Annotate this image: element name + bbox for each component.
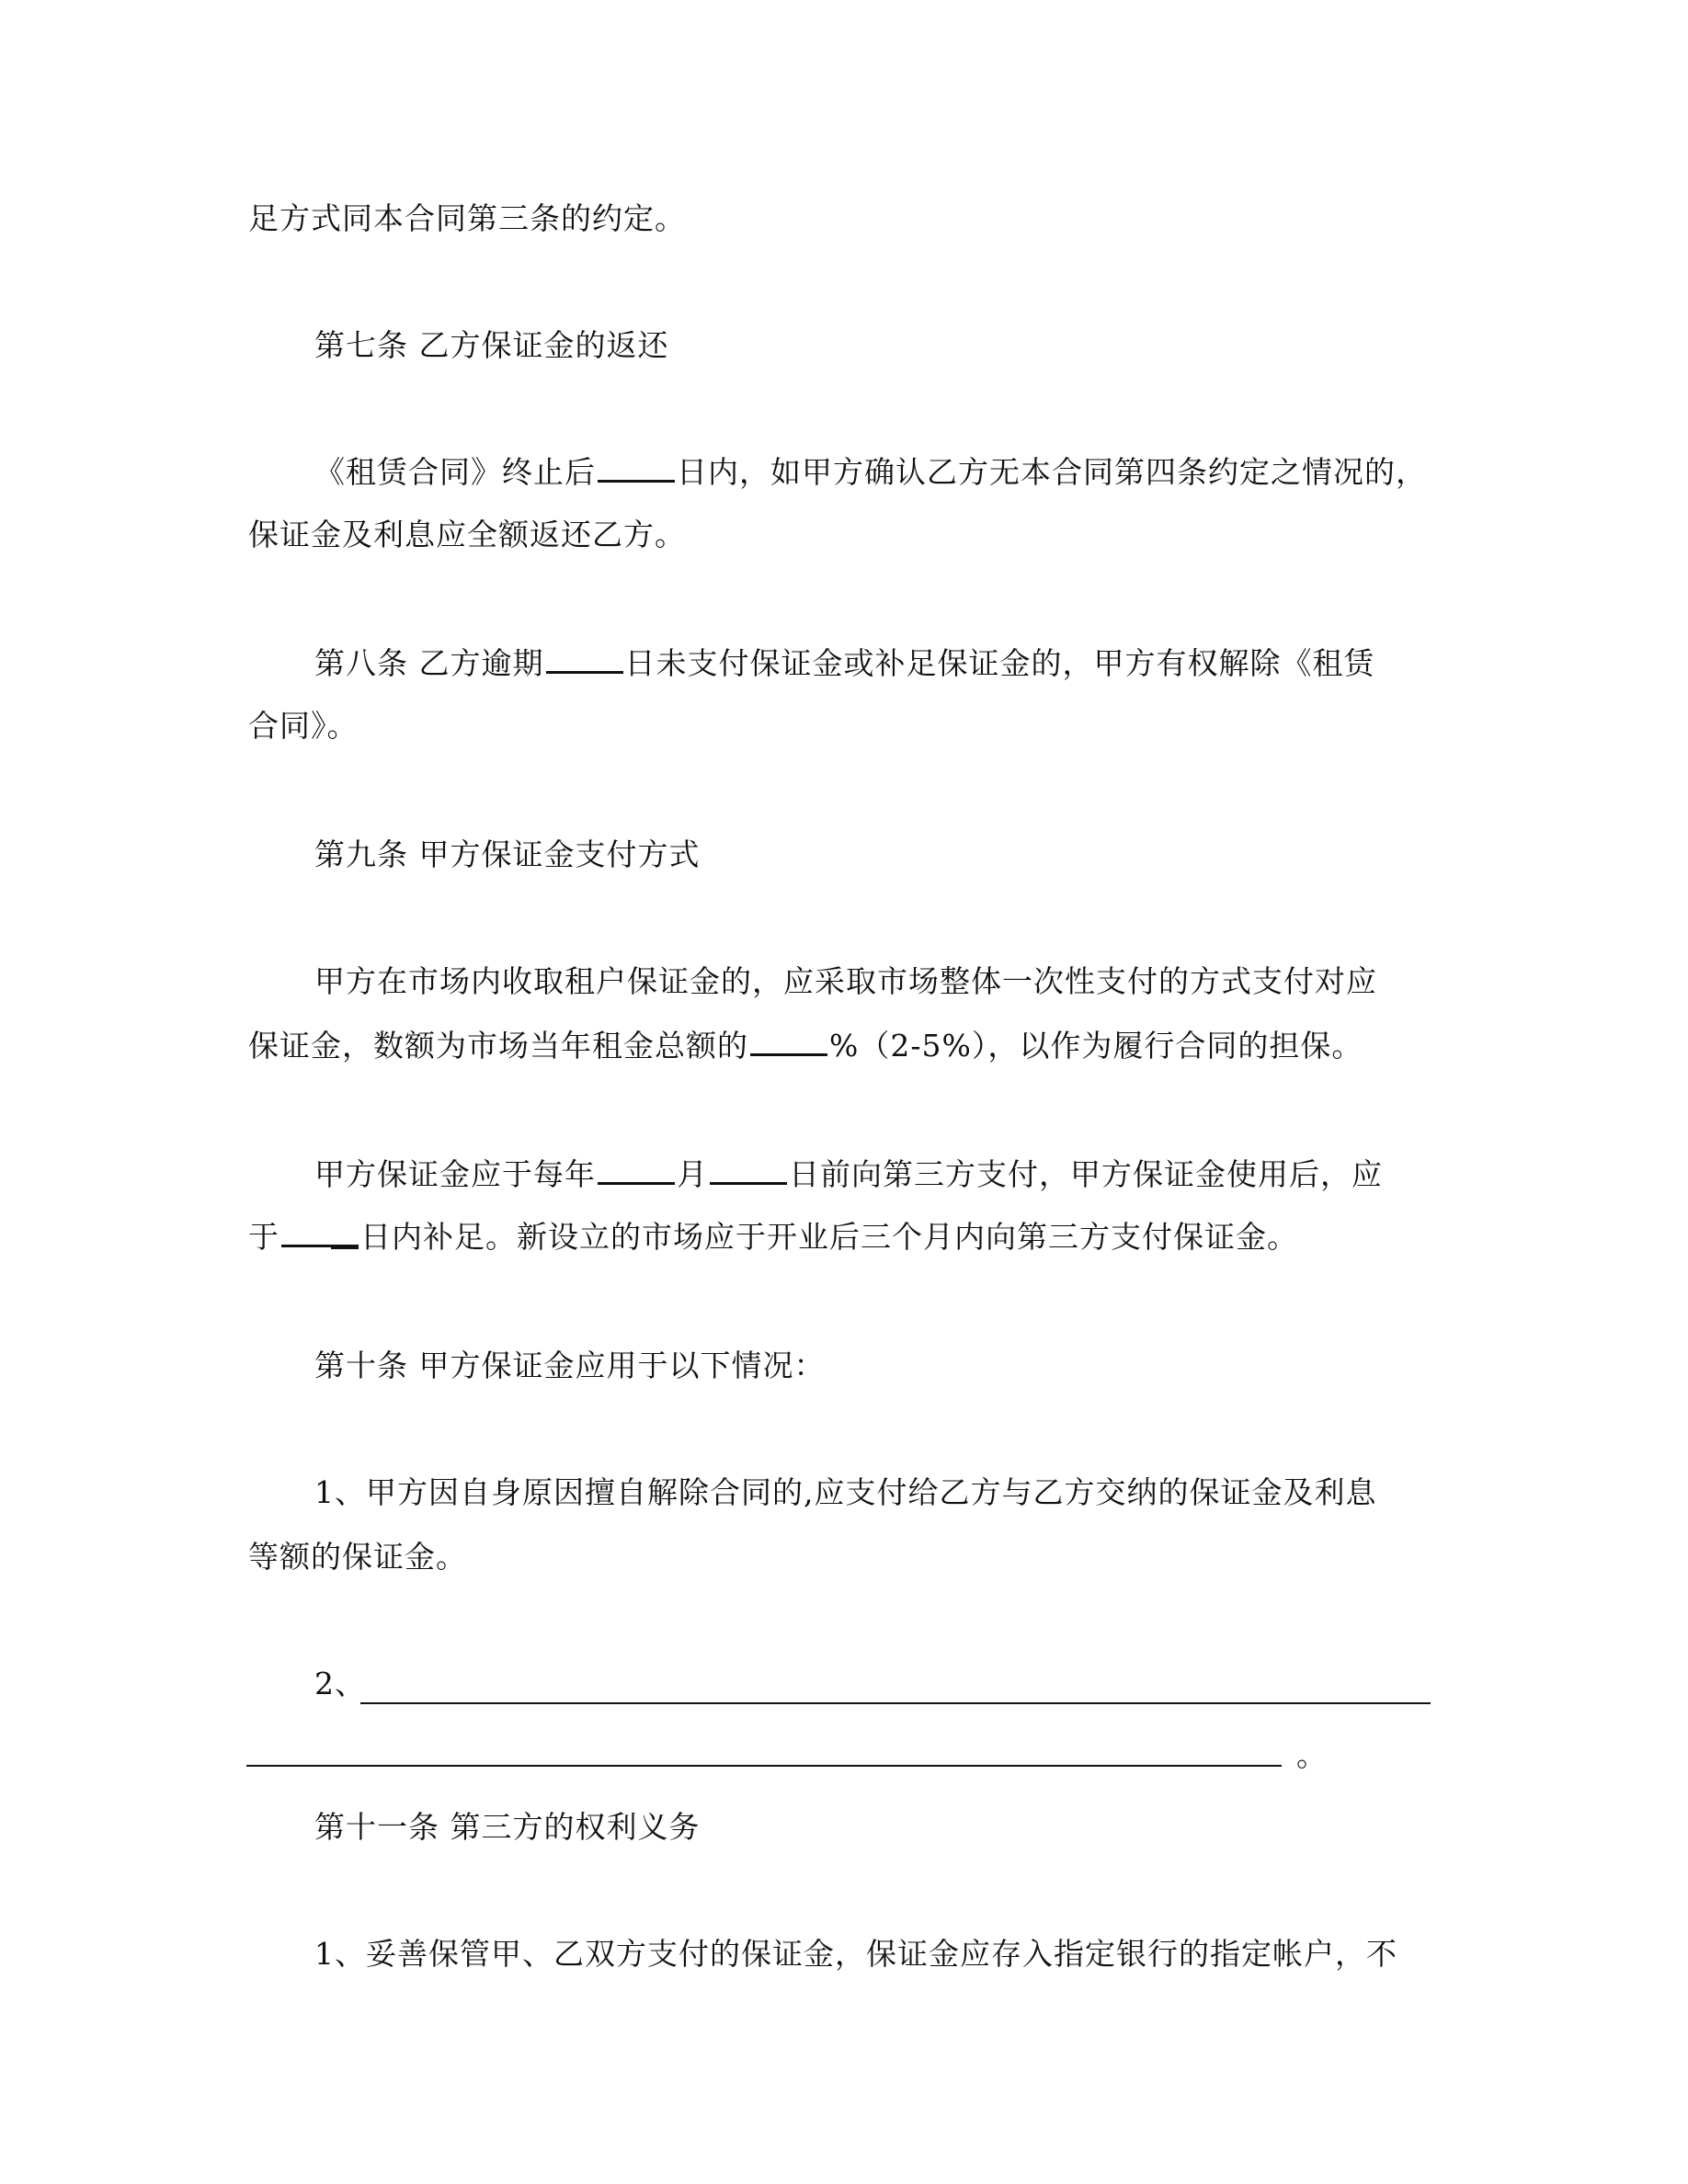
article-7-title: 第七条 乙方保证金的返还 [314, 327, 669, 363]
text-segment: 甲方保证金应于每年 [314, 1156, 596, 1192]
text-segment: 第八条 乙方逾期 [314, 645, 544, 681]
fill-blank-day [710, 1158, 787, 1185]
paragraph-line: 足方式同本合同第三条的约定。 [248, 200, 686, 236]
item-2-period: 。 [1296, 1737, 1328, 1773]
article-10-item-1-line-2: 等额的保证金。 [248, 1539, 467, 1575]
article-9-paragraph-2-line-2 [248, 1219, 1298, 1256]
fill-blank-month [598, 1158, 675, 1185]
fill-blank-days [598, 456, 675, 483]
text-segment: 于 [248, 1219, 279, 1255]
article-7-paragraph-line-1 [314, 454, 1427, 491]
article-9-paragraph-1-line-2 [248, 1028, 1363, 1064]
text-segment: 日内补足。新设立的市场应于开业后三个月内向第三方支付保证金。 [360, 1219, 1298, 1255]
article-10-item-2-label: 2、 [314, 1666, 366, 1701]
article-9-paragraph-2-line-1 [314, 1156, 1383, 1193]
article-9-paragraph-1-line-1: 甲方在市场内收取租户保证金的，应采取市场整体一次性支付的方式支付对应 [314, 963, 1377, 999]
text-segment: 保证金，数额为市场当年租金总额的 [248, 1028, 748, 1064]
fill-blank-overdue-days [546, 647, 623, 674]
article-11-item-1-line-1: 1、妥善保管甲、乙双方支付的保证金，保证金应存入指定银行的指定帐户，不 [314, 1936, 1397, 1972]
fill-blank-replenish-days [281, 1221, 359, 1247]
text-segment: 日未支付保证金或补足保证金的，甲方有权解除《租赁 [624, 645, 1375, 681]
fill-blank-percent [750, 1029, 827, 1056]
text-segment: 《租赁合同》终止后 [314, 454, 596, 490]
article-8-line-1 [314, 645, 1375, 682]
article-10-item-1-line-1: 1、甲方因自身原因擅自解除合同的,应支付给乙方与乙方交纳的保证金及利息 [314, 1474, 1377, 1510]
article-11-title: 第十一条 第三方的权利义务 [314, 1809, 701, 1845]
text-segment: %（2-5%），以作为履行合同的担保。 [829, 1028, 1363, 1064]
text-segment: 日前向第三方支付，甲方保证金使用后，应 [789, 1156, 1383, 1192]
article-7-paragraph-line-2: 保证金及利息应全额返还乙方。 [248, 517, 686, 552]
fill-blank-item-2-line-1 [360, 1702, 1431, 1704]
fill-blank-item-2-line-2 [246, 1765, 1282, 1767]
article-10-title: 第十条 甲方保证金应用于以下情况： [314, 1348, 826, 1383]
article-9-title: 第九条 甲方保证金支付方式 [314, 836, 701, 872]
text-segment: 月 [677, 1156, 708, 1192]
text-segment: 日内，如甲方确认乙方无本合同第四条约定之情况的， [677, 454, 1427, 490]
article-8-line-2: 合同》。 [248, 708, 359, 744]
